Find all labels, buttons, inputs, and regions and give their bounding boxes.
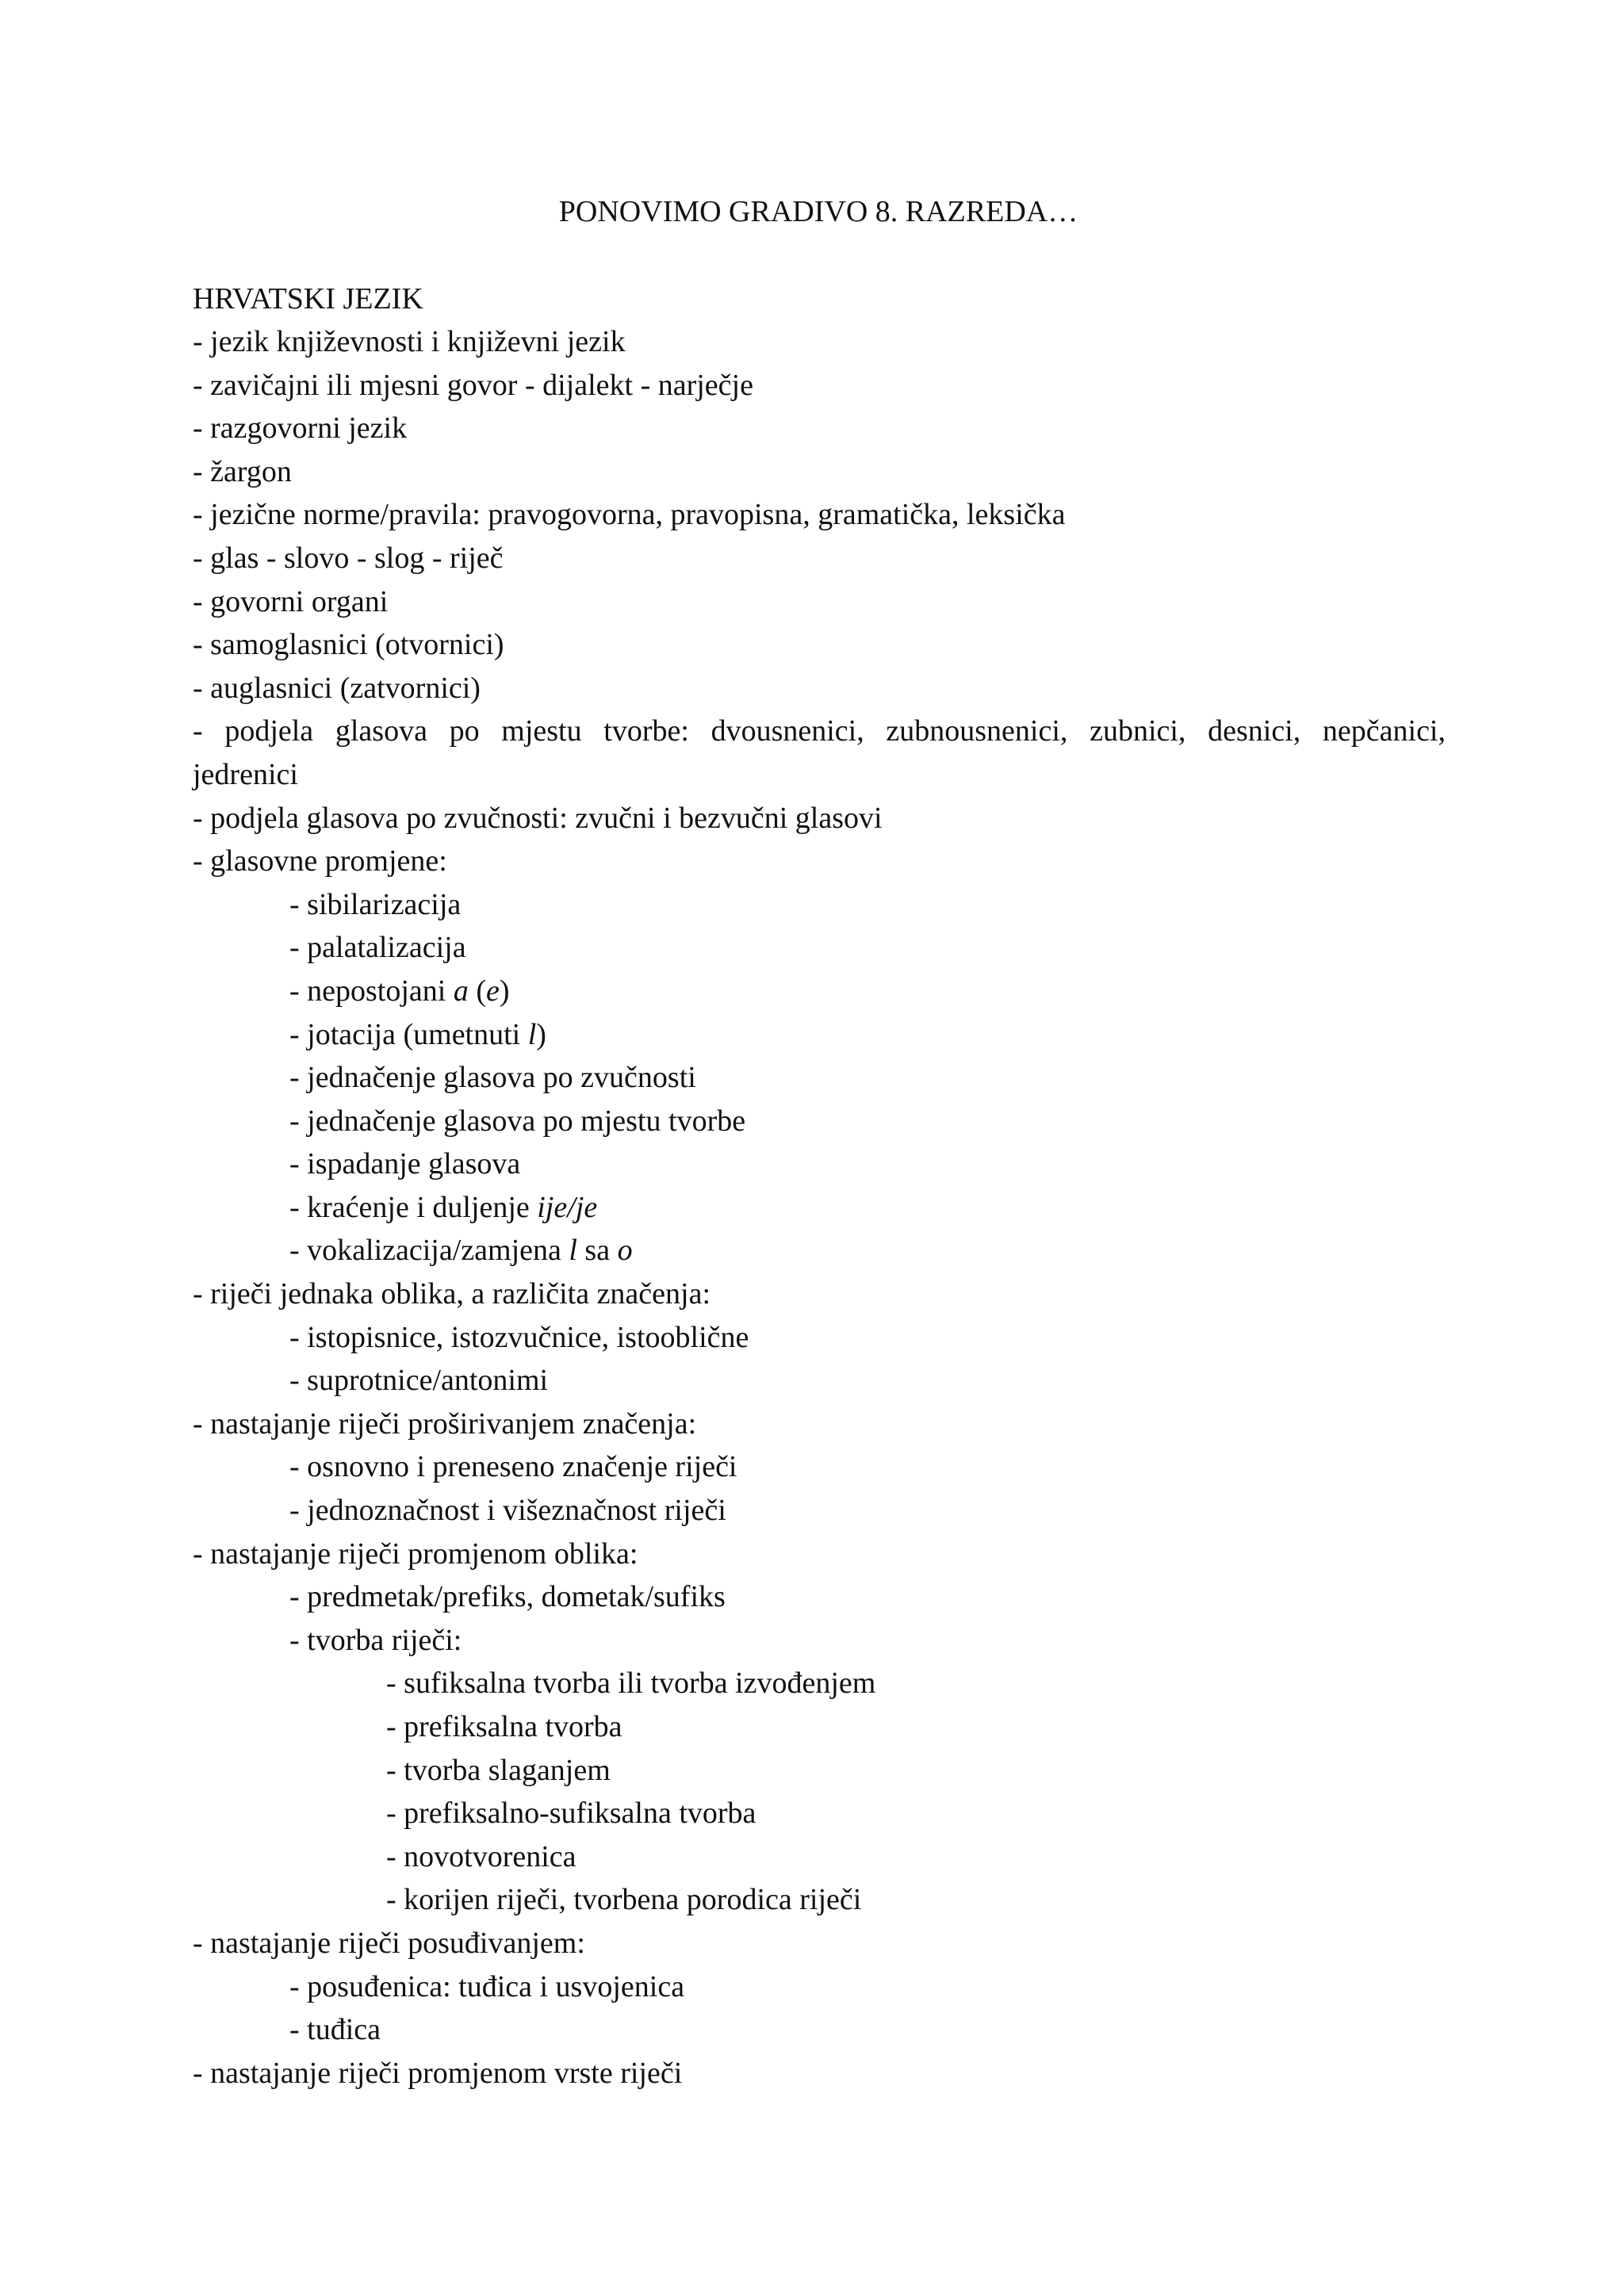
item-text: - zavičajni ili mjesni govor - dijalekt - narječje xyxy=(193,368,753,402)
item-text: jedrenici xyxy=(193,757,298,791)
item-text: - suprotnice/antonimi xyxy=(289,1364,549,1398)
outline-item xyxy=(193,797,1446,840)
item-text: - nepostojani xyxy=(289,974,454,1008)
outline-item xyxy=(193,970,1446,1013)
outline-item xyxy=(193,710,1446,753)
item-text: - nastajanje riječi posuđivanjem: xyxy=(193,1926,585,1960)
item-text: - auglasnici (zatvornici) xyxy=(193,671,481,705)
item-text: - ispadanje glasova xyxy=(289,1147,521,1181)
item-text: - prefiksalna tvorba xyxy=(386,1710,622,1743)
outline-item xyxy=(193,1402,1446,1446)
outline-item xyxy=(193,1533,1446,1576)
item-text: - predmetak/prefiks, dometak/sufiks xyxy=(289,1580,726,1614)
item-text: - glasovne promjene: xyxy=(193,844,447,878)
item-text: - glas - slovo - slog - riječ xyxy=(193,541,504,575)
outline-item xyxy=(193,1619,1446,1663)
outline-item xyxy=(193,1878,1446,1922)
item-text: - palatalizacija xyxy=(289,931,466,965)
outline-item xyxy=(193,1272,1446,1316)
italic-term: a xyxy=(453,974,469,1008)
item-text: - korijen riječi, tvorbena porodica riječi xyxy=(386,1883,862,1917)
outline-item xyxy=(193,537,1446,580)
outline-item xyxy=(193,450,1446,494)
italic-term: l xyxy=(527,1017,537,1051)
item-text: - osnovno i preneseno značenje riječi xyxy=(289,1450,737,1484)
item-text: - podjela glasova po zvučnosti: zvučni i bezvučni glasovi xyxy=(193,801,883,835)
outline-list xyxy=(193,320,1446,2095)
outline-item xyxy=(193,1792,1446,1835)
outline-item xyxy=(193,1489,1446,1533)
outline-item xyxy=(193,1662,1446,1705)
outline-item xyxy=(193,1705,1446,1749)
page-title: PONOVIMO GRADIVO 8. RAZREDA… xyxy=(558,195,1078,228)
outline-item xyxy=(193,1359,1446,1402)
outline-item xyxy=(193,883,1446,927)
outline-item xyxy=(193,2052,1446,2095)
outline-item xyxy=(193,320,1446,364)
item-text: - kraćenje i duljenje xyxy=(289,1190,538,1224)
item-text: - sufiksalna tvorba ili tvorba izvođenjem xyxy=(386,1667,876,1701)
outline-item xyxy=(193,493,1446,537)
item-text: - tvorba riječi: xyxy=(289,1623,462,1657)
outline-item xyxy=(193,840,1446,883)
item-text: - tvorba slaganjem xyxy=(386,1753,611,1787)
item-text: - jotacija (umetnuti xyxy=(289,1017,528,1051)
outline-item xyxy=(193,1229,1446,1272)
outline-item xyxy=(193,1100,1446,1143)
outline-item xyxy=(193,1575,1446,1619)
item-text: - posuđenica: tuđica i usvojenica xyxy=(289,1969,685,2003)
item-text: - tuđica xyxy=(289,2013,381,2047)
italic-term: l xyxy=(569,1234,577,1268)
item-text: ) xyxy=(536,1017,546,1051)
item-text: - samoglasnici (otvornici) xyxy=(193,628,504,662)
item-text: - nastajanje riječi promjenom oblika: xyxy=(193,1536,638,1571)
item-text: - jezik književnosti i književni jezik xyxy=(193,325,626,358)
outline-item xyxy=(193,1445,1446,1489)
item-text: - sibilarizacija xyxy=(289,887,462,921)
outline-item xyxy=(193,1922,1446,1965)
italic-term: o xyxy=(617,1234,633,1268)
section-heading: HRVATSKI JEZIK xyxy=(193,282,423,316)
outline-item xyxy=(193,2008,1446,2052)
item-text: - nastajanje riječi proširivanjem značenja: xyxy=(193,1406,697,1441)
outline-item xyxy=(193,1186,1446,1230)
outline-item xyxy=(193,926,1446,970)
item-text: - jednačenje glasova po mjestu tvorbe xyxy=(289,1104,746,1138)
item-text: ( xyxy=(468,974,487,1008)
italic-term: e xyxy=(486,974,500,1008)
item-text: - podjela glasova po mjestu tvorbe: dvousnenici, zubnousnenici, zubnici, desnici, nepčanici, xyxy=(193,714,1446,748)
item-text: - nastajanje riječi promjenom vrste riječi xyxy=(193,2056,683,2090)
outline-item xyxy=(193,623,1446,667)
outline-item xyxy=(193,1835,1446,1879)
item-text: ) xyxy=(499,974,510,1008)
outline-item xyxy=(193,1965,1446,2009)
outline-item xyxy=(193,1316,1446,1360)
outline-item xyxy=(193,753,1446,797)
document-body xyxy=(193,277,1446,2095)
item-text: - govorni organi xyxy=(193,584,389,618)
item-text: - novotvorenica xyxy=(386,1839,576,1873)
outline-item xyxy=(193,1013,1446,1057)
outline-item xyxy=(193,1749,1446,1793)
item-text: - jednačenje glasova po zvučnosti xyxy=(289,1061,696,1095)
item-text: - jednoznačnost i višeznačnost riječi xyxy=(289,1494,726,1528)
outline-item xyxy=(193,1056,1446,1100)
item-text: - vokalizacija/zamjena xyxy=(289,1234,569,1268)
item-text: - prefiksalno-sufiksalna tvorba xyxy=(386,1797,756,1831)
item-text: - razgovorni jezik xyxy=(193,411,408,446)
outline-item xyxy=(193,667,1446,710)
outline-item xyxy=(193,1142,1446,1186)
item-text: - jezične norme/pravila: pravogovorna, pravopisna, gramatička, leksička xyxy=(193,498,1066,532)
item-text: - istopisnice, istozvučnice, istooblične xyxy=(289,1320,749,1354)
item-text: sa xyxy=(576,1234,618,1268)
outline-item xyxy=(193,407,1446,450)
outline-item xyxy=(193,580,1446,624)
italic-term: ije/je xyxy=(537,1190,598,1224)
item-text: - žargon xyxy=(193,454,292,488)
item-text: - riječi jednaka oblika, a različita značenja: xyxy=(193,1277,711,1311)
outline-item xyxy=(193,364,1446,408)
